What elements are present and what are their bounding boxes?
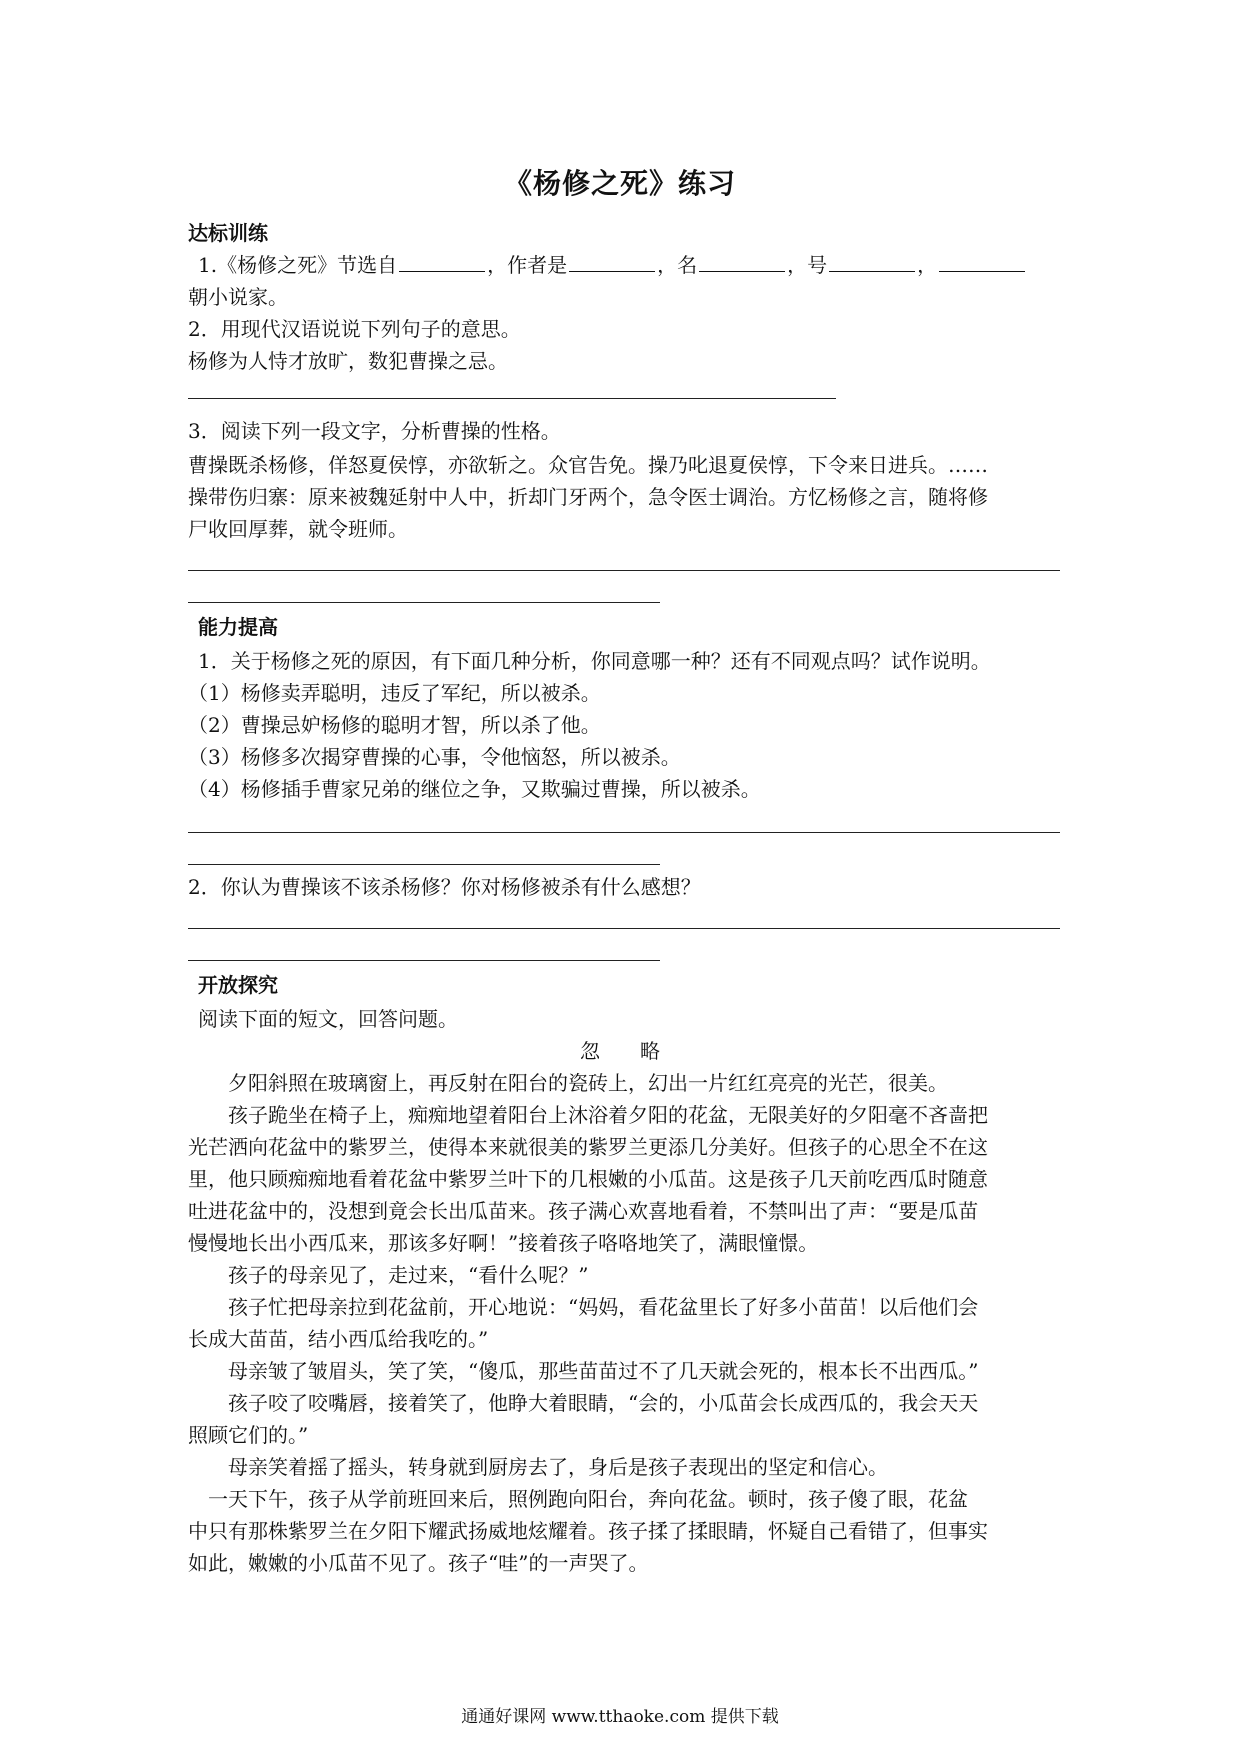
- answer-blank[interactable]: [939, 251, 1025, 272]
- q1-text-e: ，: [917, 253, 938, 277]
- answer-blank[interactable]: [699, 251, 785, 272]
- story-line: 光芒洒向花盆中的紫罗兰，使得本来就很美的紫罗兰更添几分美好。但孩子的心思全不在这: [188, 1135, 988, 1159]
- section-heading-improve: 能力提高: [198, 615, 278, 639]
- page-footer: 通通好课网 www.tthaoke.com 提供下载: [461, 1707, 779, 1727]
- story-line: 孩子忙把母亲拉到花盆前，开心地说：“妈妈，看花盆里长了好多小苗苗！以后他们会: [188, 1295, 979, 1319]
- reading-instruction: 阅读下面的短文，回答问题。: [198, 1007, 458, 1031]
- option-item: （1）杨修卖弄聪明，违反了军纪，所以被杀。: [188, 681, 601, 705]
- answer-line[interactable]: [188, 832, 1060, 833]
- question-3: 3．阅读下列一段文字，分析曹操的性格。: [188, 419, 561, 443]
- page-title: 《杨修之死》练习: [503, 167, 736, 200]
- story-line: 如此，嫩嫩的小瓜苗不见了。孩子“哇”的一声哭了。: [188, 1551, 649, 1575]
- story-line: 一天下午，孩子从学前班回来后，照例跑向阳台，奔向花盆。顿时，孩子傻了眼，花盆: [188, 1487, 968, 1511]
- answer-line[interactable]: [188, 864, 660, 865]
- question-2: 2．用现代汉语说说下列句子的意思。: [188, 317, 521, 341]
- answer-line[interactable]: [188, 928, 1060, 929]
- q1-text-a: 1.《杨修之死》节选自: [198, 253, 398, 277]
- passage-line: 曹操既杀杨修，佯怒夏侯惇，亦欲斩之。众官告免。操乃叱退夏侯惇，下令来日进兵。……: [188, 453, 988, 477]
- section-heading-explore: 开放探究: [198, 973, 278, 997]
- answer-blank[interactable]: [829, 251, 915, 272]
- story-line: 孩子的母亲见了，走过来，“看什么呢？”: [188, 1263, 589, 1287]
- option-item: （3）杨修多次揭穿曹操的心事，令他恼怒，所以被杀。: [188, 745, 681, 769]
- improve-question-2: 2．你认为曹操该不该杀杨修？你对杨修被杀有什么感想？: [188, 875, 701, 899]
- story-line: 慢慢地长出小西瓜来，那该多好啊！”接着孩子咯咯地笑了，满眼憧憬。: [188, 1231, 819, 1255]
- question-1-continuation: 朝小说家。: [188, 285, 288, 309]
- question-1-fill-blank: [198, 250, 1027, 280]
- passage-line: 尸收回厚葬，就令班师。: [188, 517, 408, 541]
- improve-question-1: 1．关于杨修之死的原因，有下面几种分析，你同意哪一种？还有不同观点吗？试作说明。: [198, 649, 991, 673]
- option-item: （2）曹操忌妒杨修的聪明才智，所以杀了他。: [188, 713, 601, 737]
- story-line: 夕阳斜照在玻璃窗上，再反射在阳台的瓷砖上，幻出一片红红亮亮的光芒，很美。: [188, 1071, 948, 1095]
- q1-text-b: ，作者是: [487, 253, 568, 277]
- answer-line[interactable]: [188, 602, 660, 603]
- story-title: 忽 略: [580, 1039, 660, 1063]
- section-heading-standard: 达标训练: [188, 221, 268, 245]
- q1-text-c: ，名: [657, 253, 698, 277]
- story-line: 照顾它们的。”: [188, 1423, 309, 1447]
- answer-blank[interactable]: [399, 251, 485, 272]
- story-line: 长成大苗苗，结小西瓜给我吃的。”: [188, 1327, 489, 1351]
- answer-line[interactable]: [188, 570, 1060, 571]
- story-line: 孩子咬了咬嘴唇，接着笑了，他睁大着眼睛，“会的，小瓜苗会长成西瓜的，我会天天: [188, 1391, 979, 1415]
- story-line: 吐进花盆中的，没想到竟会长出瓜苗来。孩子满心欢喜地看着，不禁叫出了声：“要是瓜苗: [188, 1199, 979, 1223]
- answer-line[interactable]: [188, 960, 660, 961]
- option-item: （4）杨修插手曹家兄弟的继位之争，又欺骗过曹操，所以被杀。: [188, 777, 761, 801]
- q1-text-d: ，号: [787, 253, 828, 277]
- answer-line[interactable]: [188, 398, 836, 399]
- story-line: 母亲皱了皱眉头，笑了笑，“傻瓜，那些苗苗过不了几天就会死的，根本长不出西瓜。”: [188, 1359, 979, 1383]
- story-line: 中只有那株紫罗兰在夕阳下耀武扬威地炫耀着。孩子揉了揉眼睛，怀疑自己看错了，但事实: [188, 1519, 988, 1543]
- story-line: 母亲笑着摇了摇头，转身就到厨房去了，身后是孩子表现出的坚定和信心。: [188, 1455, 888, 1479]
- story-line: 里，他只顾痴痴地看着花盆中紫罗兰叶下的几根嫩的小瓜苗。这是孩子几天前吃西瓜时随意: [188, 1167, 988, 1191]
- passage-line: 操带伤归寨：原来被魏延射中人中，折却门牙两个，急令医士调治。方忆杨修之言，随将修: [188, 485, 988, 509]
- question-2-sentence: 杨修为人恃才放旷，数犯曹操之忌。: [188, 349, 508, 373]
- answer-blank[interactable]: [569, 251, 655, 272]
- story-line: 孩子跪坐在椅子上，痴痴地望着阳台上沐浴着夕阳的花盆，无限美好的夕阳毫不吝啬把: [188, 1103, 988, 1127]
